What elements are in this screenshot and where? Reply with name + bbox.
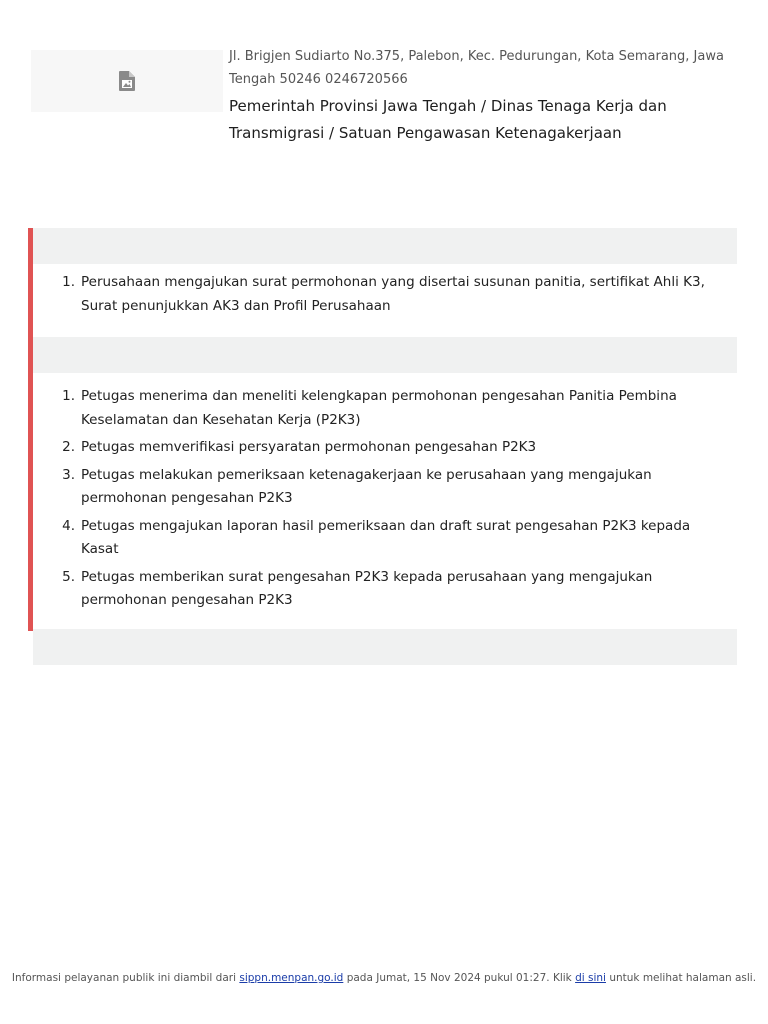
list-item bbox=[33, 515, 727, 562]
list-item-number: 1. bbox=[62, 388, 75, 404]
requirements-section-header bbox=[33, 228, 737, 264]
list-item-number: 2. bbox=[62, 439, 75, 455]
procedure-list bbox=[33, 373, 737, 629]
list-item-text: Petugas memberikan surat pengesahan P2K3 kepada perusahaan yang mengajukan permohonan pengesahan P2K3 bbox=[81, 568, 653, 608]
footer-prefix: Informasi pelayanan publik ini diambil dari bbox=[11, 972, 237, 984]
list-item-text: Petugas menerima dan meneliti kelengkapan permohonan pengesahan Panitia Pembina Keselamatan dan Kesehatan Kerja (P2K3) bbox=[81, 388, 677, 428]
list-item-number: 5. bbox=[62, 568, 75, 585]
logo-placeholder bbox=[31, 50, 223, 112]
organization-name: Pemerintah Provinsi Jawa Tengah / Dinas Tenaga Kerja dan Transmigrasi / Satuan Pengawasan Ketenagakerjaan bbox=[229, 97, 667, 142]
closing-section-header bbox=[33, 629, 737, 665]
list-item bbox=[33, 566, 727, 613]
list-item bbox=[33, 385, 727, 432]
requirements-list bbox=[33, 264, 737, 337]
list-item-number: 1. bbox=[62, 274, 75, 290]
list-item-number: 4. bbox=[62, 517, 75, 534]
list-item-number: 3. bbox=[62, 466, 75, 483]
office-address: Jl. Brigjen Sudiarto No.375, Palebon, Kec. Pedurungan, Kota Semarang, Jawa Tengah 50246 0246720566 bbox=[229, 49, 724, 87]
original-page-link[interactable]: di sini bbox=[575, 972, 606, 984]
list-item bbox=[33, 271, 727, 318]
service-info-panel bbox=[28, 228, 737, 631]
header bbox=[31, 45, 737, 155]
procedure-section-header bbox=[33, 337, 737, 373]
footer-attribution bbox=[0, 972, 768, 984]
image-file-icon bbox=[119, 71, 135, 91]
list-item bbox=[33, 464, 727, 511]
list-item-text: Petugas melakukan pemeriksaan ketenagakerjaan ke perusahaan yang mengajukan permohonan pengesahan P2K3 bbox=[81, 466, 652, 506]
footer-suffix: untuk melihat halaman asli. bbox=[609, 972, 757, 984]
list-item-text: Petugas memverifikasi persyaratan permohonan pengesahan P2K3 bbox=[81, 439, 537, 455]
list-item-text: Perusahaan mengajukan surat permohonan yang disertai susunan panitia, sertifikat Ahli K3, Surat penunjukkan AK3 dan Profil Perusahaan bbox=[81, 274, 705, 314]
source-link[interactable]: sippn.menpan.go.id bbox=[239, 972, 344, 984]
list-item-text: Petugas mengajukan laporan hasil pemeriksaan dan draft surat pengesahan P2K3 kepada Kasat bbox=[81, 517, 691, 557]
list-item bbox=[33, 436, 727, 460]
footer-middle: pada Jumat, 15 Nov 2024 pukul 01:27. Klik bbox=[346, 972, 572, 984]
